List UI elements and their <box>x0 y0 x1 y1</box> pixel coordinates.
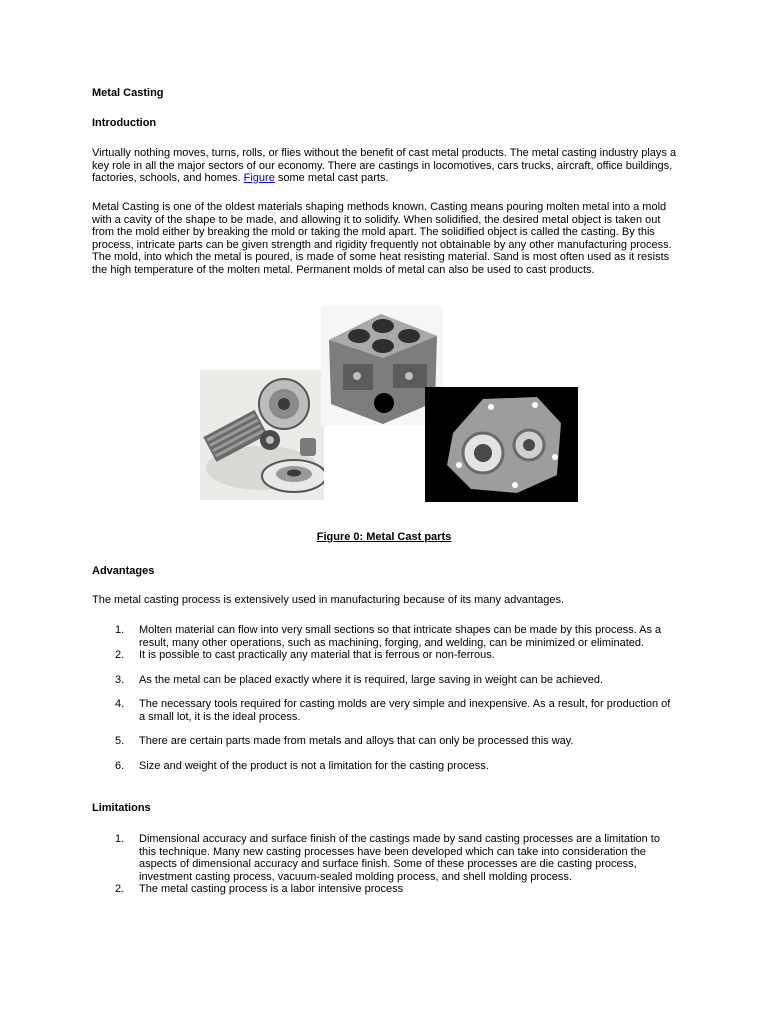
advantages-list <box>92 624 672 772</box>
introduction-heading: Introduction <box>92 117 157 129</box>
limitations-list <box>92 833 672 896</box>
figure-link[interactable]: Figure <box>243 172 275 184</box>
list-item: 1. Dimensional accuracy and surface finish of the castings made by sand casting processes are a limitation to this technique. Many new casting processes have been developed which can take into consideration the aspects of dimensional accuracy and surface finish. Some of these processes are die casting process, investment casting process, vacuum-sealed molding process, and shell molding process. <box>115 833 660 883</box>
introduction-paragraph-1: Virtually nothing moves, turns, rolls, or flies without the benefit of cast metal products. The metal casting industry plays a key role in all the major sectors of our economy. There are castings in locomotives, cars trucks, aircraft, office buildings, factories, schools, and homes. Figure some metal cast parts. <box>92 147 677 184</box>
transmission-case-image <box>425 387 578 502</box>
limitations-heading: Limitations <box>92 802 151 814</box>
transmission-case-photo <box>425 387 578 502</box>
brake-parts-image <box>200 370 324 500</box>
list-item: 5. There are certain parts made from metals and alloys that can only be processed this way. <box>115 735 574 747</box>
introduction-paragraph-2: Metal Casting is one of the oldest materials shaping methods known. Casting means pouring molten metal into a mold with a cavity of the shape to be made, and allowing it to solidify. When solidified, the desired metal object is taken out from the mold either by breaking the mold or taking the mold apart. The solidified object is called the casting. By this process, intricate parts can be given strength and rigidity frequently not obtainable by any other manufacturing process. The mold, into which the metal is poured, is made of some heat resisting material. Sand is most often used as it resists the high temperature of the molten metal. Permanent molds of metal can also be used to cast products. <box>92 201 672 276</box>
list-item: 6. Size and weight of the product is not a limitation for the casting process. <box>115 759 489 772</box>
list-item: 3. As the metal can be placed exactly where it is required, large saving in weight can be achieved. <box>115 673 604 686</box>
list-item: 2. The metal casting process is a labor intensive process <box>115 883 404 895</box>
list-item: 1. Molten material can flow into very small sections so that intricate shapes can be made by this process. As a result, many other operations, such as machining, forging, and welding, can be minimized or eliminated. <box>115 624 662 649</box>
advantages-intro: The metal casting process is extensively used in manufacturing because of its many advantages. <box>92 594 565 606</box>
document-title: Metal Casting <box>92 87 164 99</box>
list-item: 2. It is possible to cast practically any material that is ferrous or non-ferrous. <box>115 649 495 661</box>
brake-parts-photo <box>200 370 324 500</box>
figure-caption: Figure 0: Metal Cast parts <box>316 531 452 543</box>
list-item: 4. The necessary tools required for casting molds are very simple and inexpensive. As a result, for production of a small lot, it is the ideal process. <box>115 698 671 723</box>
advantages-heading: Advantages <box>92 565 155 577</box>
